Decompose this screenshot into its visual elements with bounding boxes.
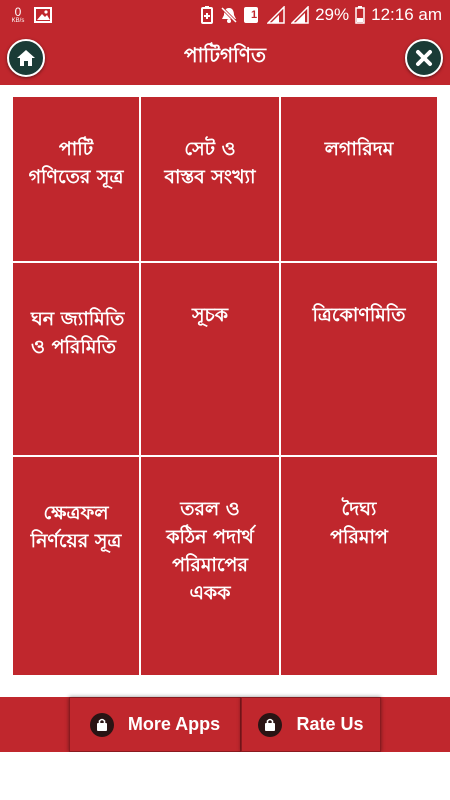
tile-set-and-real-numbers[interactable] xyxy=(141,97,279,261)
shopping-bag-icon xyxy=(90,713,114,737)
tile-label: দৈঘ্য পরিমাপ xyxy=(330,498,388,548)
tile-logarithm[interactable] xyxy=(281,97,437,261)
tile-label: পাটি গণিতের সূত্র xyxy=(28,138,124,188)
battery-percent: 29% xyxy=(315,5,350,24)
tile-measurement-units[interactable] xyxy=(141,457,279,675)
more-apps-button[interactable] xyxy=(69,697,241,752)
close-icon xyxy=(414,48,434,68)
close-button[interactable] xyxy=(405,39,443,77)
tile-arithmetic-formulas[interactable] xyxy=(13,97,139,261)
network-speed-value: 0 xyxy=(14,5,22,19)
more-apps-label: More Apps xyxy=(127,714,221,734)
tile-label: ক্ষেত্রফল নির্ণয়ের সূত্র xyxy=(30,502,122,552)
tile-label: ঘন জ্যামিতি ও পরিমিতি xyxy=(31,308,125,358)
tile-length-measurement[interactable] xyxy=(281,457,437,675)
clock: 12:16 am xyxy=(371,5,442,24)
rate-us-button[interactable] xyxy=(241,697,381,752)
status-bar xyxy=(0,0,450,30)
tile-trigonometry[interactable] xyxy=(281,263,437,455)
home-button[interactable] xyxy=(7,39,45,77)
tile-solid-geometry[interactable] xyxy=(13,263,139,455)
network-speed xyxy=(8,6,28,24)
tile-label: তরল ও কঠিন পদার্থ পরিমাপের একক xyxy=(166,498,254,604)
sim-badge: 1 xyxy=(251,9,258,21)
signal-icon xyxy=(267,6,285,24)
mute-icon xyxy=(220,6,238,24)
rate-us-label: Rate Us xyxy=(296,714,364,734)
bottom-spacer xyxy=(0,752,450,800)
tile-exponent[interactable] xyxy=(141,263,279,455)
shopping-bag-icon xyxy=(258,713,282,737)
tile-label: সেট ও বাস্তব সংখ্যা xyxy=(164,138,256,188)
status-right xyxy=(200,5,442,25)
battery-icon xyxy=(355,6,365,24)
network-speed-unit: KB/s xyxy=(11,18,25,24)
data-saver-icon xyxy=(200,6,214,24)
bottom-bar xyxy=(0,697,450,752)
app-header xyxy=(0,30,450,85)
tile-area-formulas[interactable] xyxy=(13,457,139,675)
gallery-icon xyxy=(34,7,52,23)
home-icon xyxy=(16,48,36,68)
status-left xyxy=(8,6,52,24)
signal-icon-2 xyxy=(291,6,309,24)
tile-label: লগারিদম xyxy=(324,138,394,160)
tile-label: ত্রিকোণমিতি xyxy=(312,304,406,326)
tile-label: সূচক xyxy=(191,304,229,326)
topic-grid xyxy=(13,97,437,675)
page-title: পাটিগণিত xyxy=(184,43,266,67)
